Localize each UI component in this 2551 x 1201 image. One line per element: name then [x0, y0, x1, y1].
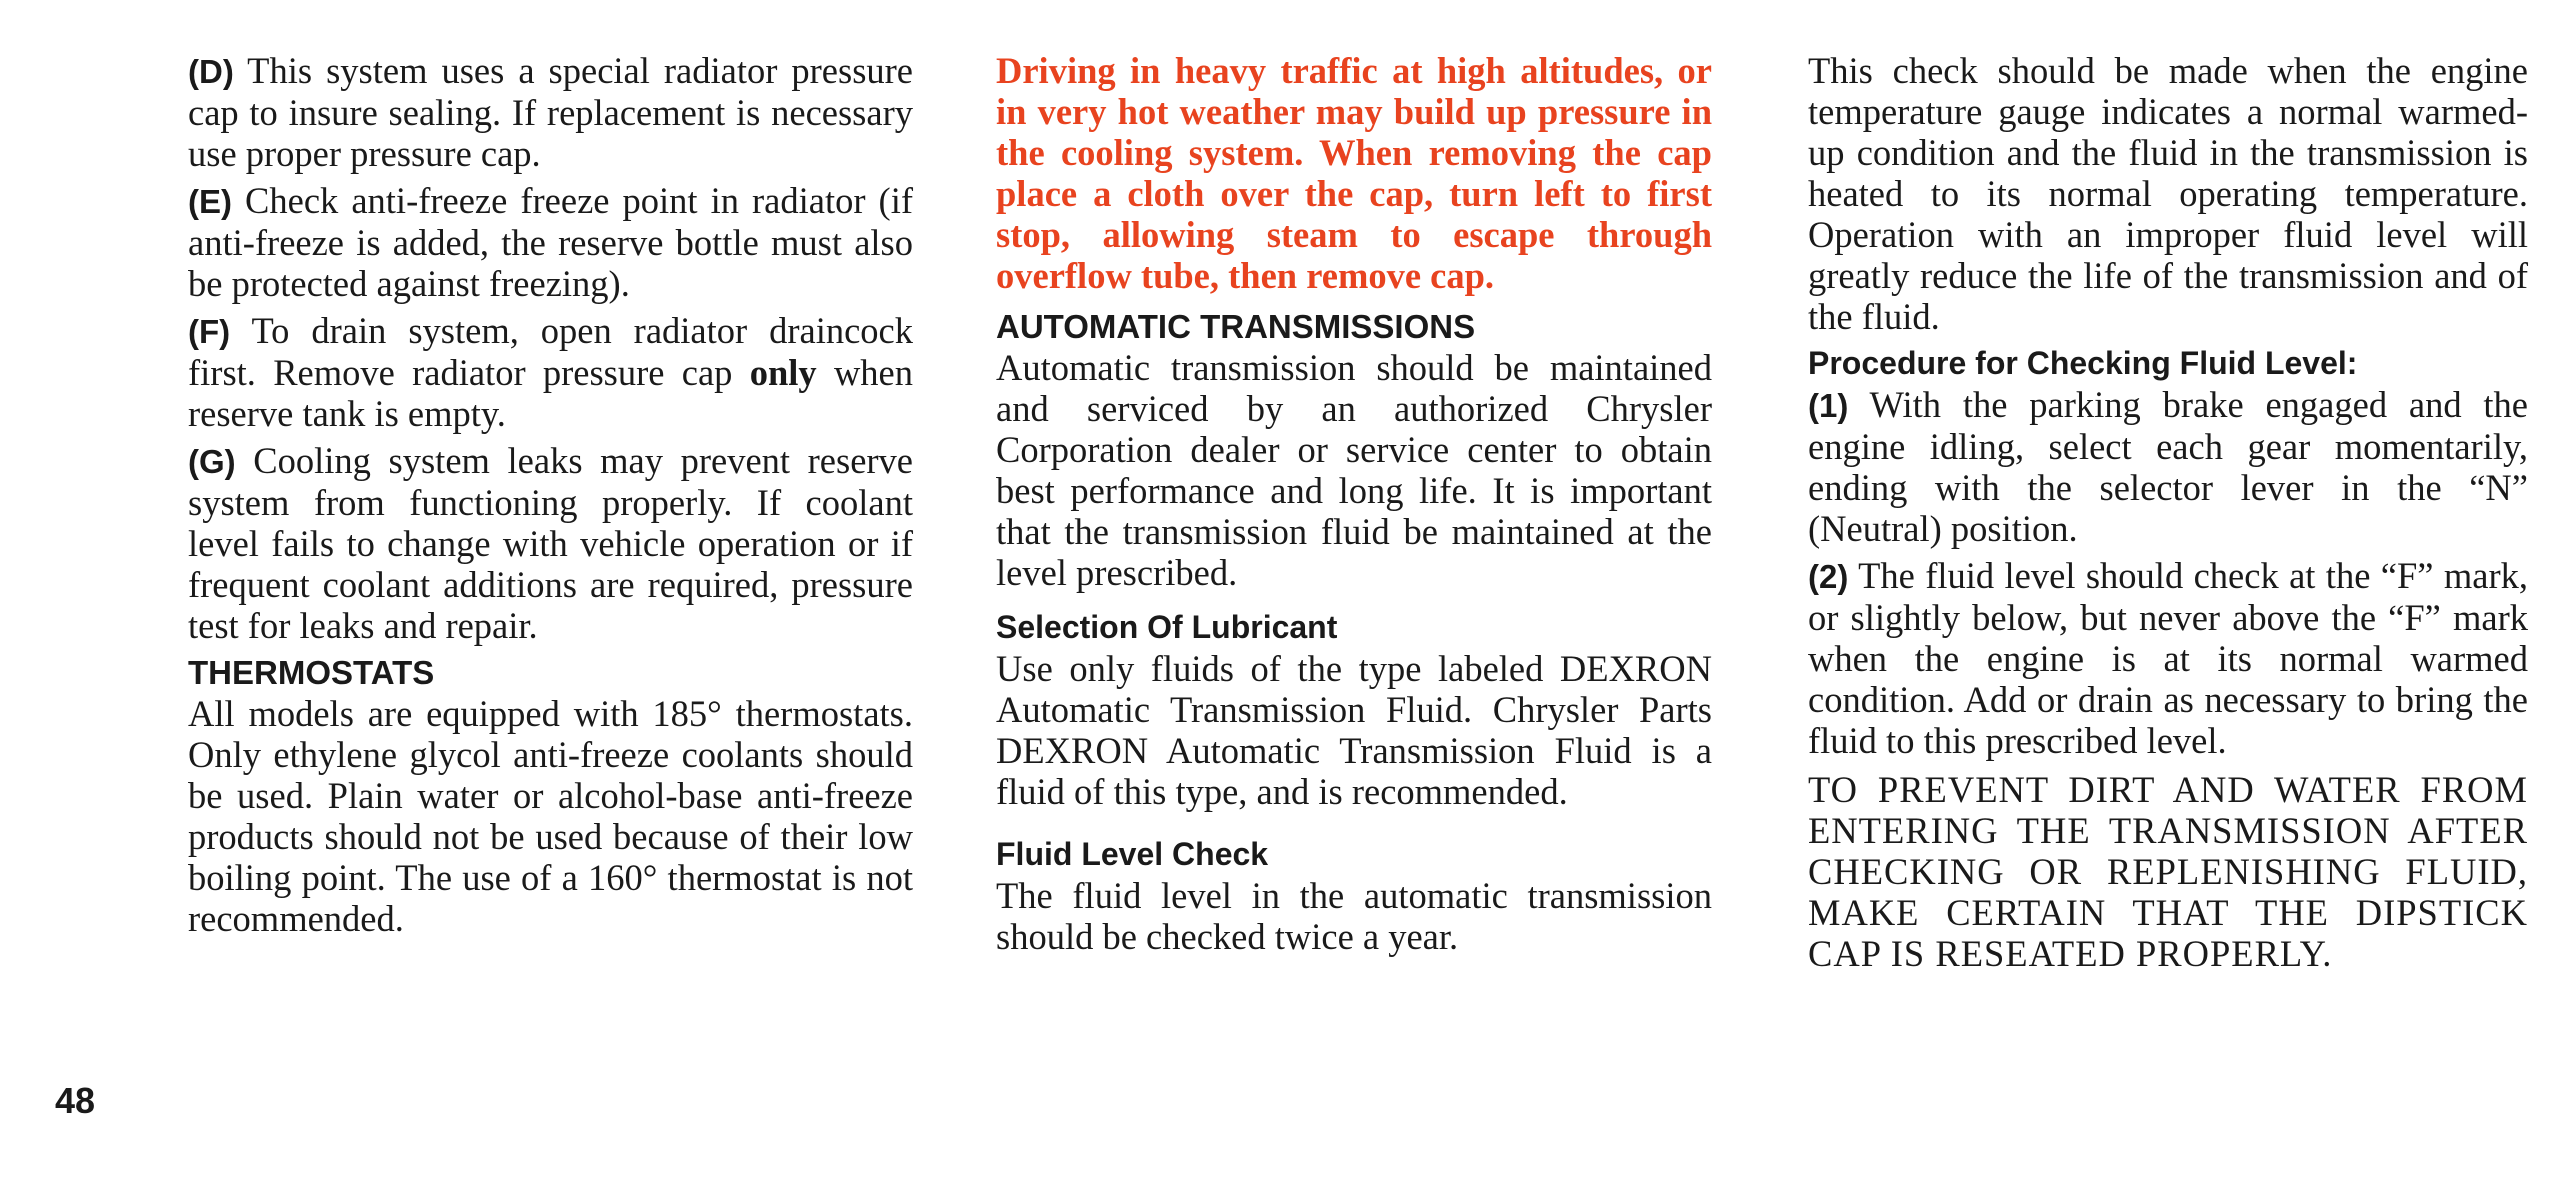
cooling-warning: Driving in heavy traffic at high altitudes, or in very hot weather may build up pressure in the cooling system. When removing the cap place a cloth over the cap, turn left to first stop, allowing steam to escape through overflow tube, then remove cap.	[996, 50, 1712, 296]
column-2	[996, 50, 1712, 963]
item-f-text-after: when reserve tank is empty.	[188, 352, 914, 434]
thermostats-text: All models are equipped with 185° thermostats. Only ethylene glycol anti-freeze coolants should be used. Plain water or alcohol-base anti-freeze products should not be used because of their low boiling point. The use of a 160° thermostat is not recommended.	[188, 693, 913, 939]
item-f-bold: only	[749, 352, 817, 393]
column-1	[188, 50, 913, 945]
item-d	[188, 50, 913, 174]
step-1-text: With the parking brake engaged and the engine idling, select each gear momentarily, ending with the selector lever in the “N” (Neutral) position.	[1808, 384, 2529, 549]
step-1-lead: (1)	[1808, 387, 1849, 424]
item-d-text: This system uses a special radiator pressure cap to insure sealing. If replacement is necessary use proper pressure cap.	[188, 50, 914, 174]
item-d-lead: (D)	[188, 53, 234, 90]
fluid-level-check-text: The fluid level in the automatic transmission should be checked twice a year.	[996, 875, 1712, 957]
fluid-check-intro: This check should be made when the engine temperature gauge indicates a normal warmed-up condition and the fluid in the transmission is heated to its normal operating temperature. Operation with an improper fluid level will greatly reduce the life of the transmission and of the fluid.	[1808, 50, 2528, 337]
dipstick-warning: TO PREVENT DIRT AND WATER FROM ENTERING THE TRANSMISSION AFTER CHECKING OR REPLENISHING FLUID, MAKE CERTAIN THAT THE DIPSTICK CAP IS RESEATED PROPERLY.	[1808, 769, 2528, 974]
item-g-lead: (G)	[188, 443, 236, 480]
step-2	[1808, 555, 2528, 761]
thermostats-heading: THERMOSTATS	[188, 654, 435, 691]
item-f-text-before: To drain system, open radiator draincock first. Remove radiator pressure cap	[188, 310, 913, 393]
item-e-lead: (E)	[188, 183, 232, 220]
selection-of-lubricant-heading: Selection Of Lubricant	[996, 609, 1338, 645]
procedure-heading: Procedure for Checking Fluid Level:	[1808, 345, 2358, 381]
step-2-text: The fluid level should check at the “F” mark, or slightly below, but never above the “F” mark when the engine is at its normal warmed condition. Add or drain as necessary to bring the fluid to this prescribed level.	[1808, 555, 2528, 761]
automatic-transmissions-text: Automatic transmission should be maintained and serviced by an authorized Chrysler Corporation dealer or service center to obtain best performance and long life. It is important that the transmission fluid be maintained at the level prescribed.	[996, 347, 1712, 593]
step-1	[1808, 384, 2528, 549]
item-e-text: Check anti-freeze freeze point in radiator (if anti-freeze is added, the reserve bottle must also be protected against freezing).	[188, 180, 913, 304]
item-e	[188, 180, 913, 304]
fluid-level-check-heading: Fluid Level Check	[996, 836, 1269, 872]
item-g-text: Cooling system leaks may prevent reserve system from functioning properly. If coolant level fails to change with vehicle operation or if frequent coolant additions are required, pressure test for leaks and repair.	[188, 440, 914, 646]
item-g	[188, 440, 913, 646]
item-f-lead: (F)	[188, 313, 231, 350]
item-f	[188, 310, 913, 434]
step-2-lead: (2)	[1808, 558, 1849, 595]
automatic-transmissions-heading: AUTOMATIC TRANSMISSIONS	[996, 308, 1476, 345]
selection-of-lubricant-text: Use only fluids of the type labeled DEXRON Automatic Transmission Fluid. Chrysler Parts DEXRON Automatic Transmission Fluid is a fluid of this type, and is recommended.	[996, 648, 1712, 812]
column-3	[1808, 50, 2528, 974]
page-number: 48	[55, 1080, 96, 1121]
